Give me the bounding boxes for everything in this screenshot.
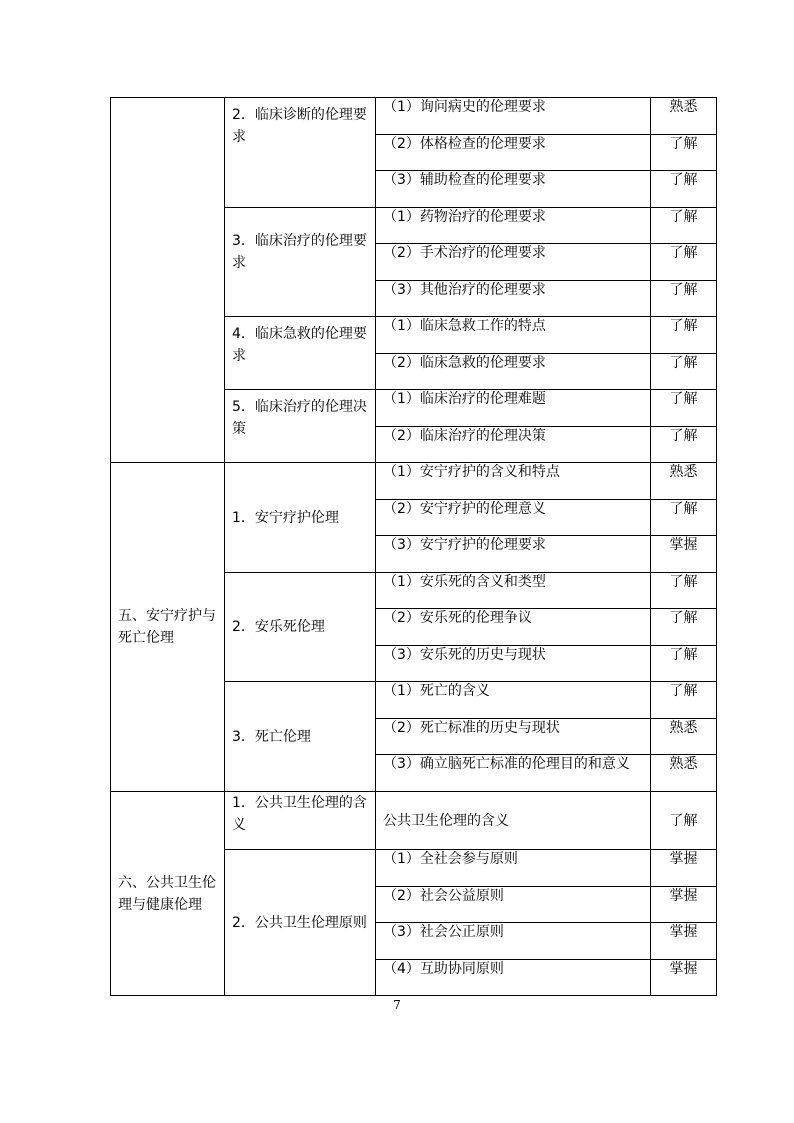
topic-cell: 2．公共卫生伦理原则: [225, 850, 376, 996]
level-cell: 掌握: [651, 536, 717, 573]
level-cell: 熟悉: [651, 98, 717, 135]
topic-cell: 4．临床急救的伦理要求: [225, 317, 376, 390]
level-cell: 掌握: [651, 923, 717, 960]
topic-cell: 3．死亡伦理: [225, 682, 376, 792]
item-cell: （2）手术治疗的伦理要求: [376, 244, 651, 281]
level-cell: 了解: [651, 317, 717, 354]
item-cell: （1）安乐死的含义和类型: [376, 573, 651, 609]
level-cell: 熟悉: [651, 463, 717, 500]
level-cell: 掌握: [651, 960, 717, 996]
item-cell: （1）安宁疗护的含义和特点: [376, 463, 651, 500]
topic-cell: 5．临床治疗的伦理决策: [225, 390, 376, 463]
level-cell: 了解: [651, 208, 717, 244]
item-cell: （1）药物治疗的伦理要求: [376, 208, 651, 244]
item-cell: （2）安乐死的伦理争议: [376, 609, 651, 646]
item-cell: （1）临床治疗的伦理难题: [376, 390, 651, 427]
item-cell: （3）确立脑死亡标准的伦理目的和意义: [376, 755, 651, 792]
level-cell: 了解: [651, 390, 717, 427]
syllabus-table: [110, 97, 717, 996]
item-cell: （4）互助协同原则: [376, 960, 651, 996]
unit-cell-section4: [111, 98, 225, 463]
level-cell: 了解: [651, 792, 717, 850]
level-cell: 掌握: [651, 850, 717, 887]
level-cell: 了解: [651, 646, 717, 682]
level-cell: 了解: [651, 171, 717, 208]
level-cell: 了解: [651, 244, 717, 281]
level-cell: 了解: [651, 682, 717, 719]
item-cell: （2）社会公益原则: [376, 887, 651, 923]
level-cell: 掌握: [651, 887, 717, 923]
level-cell: 了解: [651, 609, 717, 646]
item-cell: 公共卫生伦理的含义: [376, 792, 651, 850]
level-cell: 熟悉: [651, 755, 717, 792]
item-cell: （2）死亡标准的历史与现状: [376, 719, 651, 755]
unit-cell-section6: 六、公共卫生伦理与健康伦理: [111, 792, 225, 996]
table-row: [111, 792, 717, 850]
topic-cell: 2．临床诊断的伦理要求: [225, 98, 376, 208]
level-cell: 了解: [651, 281, 717, 317]
table-row: [111, 463, 717, 500]
item-cell: （3）其他治疗的伦理要求: [376, 281, 651, 317]
item-cell: （3）社会公正原则: [376, 923, 651, 960]
topic-cell: 1．安宁疗护伦理: [225, 463, 376, 573]
level-cell: 熟悉: [651, 719, 717, 755]
topic-cell: 3．临床治疗的伦理要求: [225, 208, 376, 317]
item-cell: （1）临床急救工作的特点: [376, 317, 651, 354]
level-cell: 了解: [651, 354, 717, 390]
item-cell: （1）死亡的含义: [376, 682, 651, 719]
item-cell: （3）辅助检查的伦理要求: [376, 171, 651, 208]
topic-cell: 2．安乐死伦理: [225, 573, 376, 682]
page-number: 7: [393, 998, 401, 1012]
level-cell: 了解: [651, 573, 717, 609]
item-cell: （2）临床急救的伦理要求: [376, 354, 651, 390]
item-cell: （3）安乐死的历史与现状: [376, 646, 651, 682]
level-cell: 了解: [651, 135, 717, 171]
topic-cell: 1．公共卫生伦理的含义: [225, 792, 376, 850]
item-cell: （2）临床治疗的伦理决策: [376, 427, 651, 463]
unit-cell-section5: 五、安宁疗护与死亡伦理: [111, 463, 225, 792]
level-cell: 了解: [651, 427, 717, 463]
table-row: [111, 98, 717, 135]
item-cell: （3）安宁疗护的伦理要求: [376, 536, 651, 573]
level-cell: 了解: [651, 500, 717, 536]
item-cell: （2）体格检查的伦理要求: [376, 135, 651, 171]
item-cell: （1）询问病史的伦理要求: [376, 98, 651, 135]
item-cell: （1）全社会参与原则: [376, 850, 651, 887]
item-cell: （2）安宁疗护的伦理意义: [376, 500, 651, 536]
